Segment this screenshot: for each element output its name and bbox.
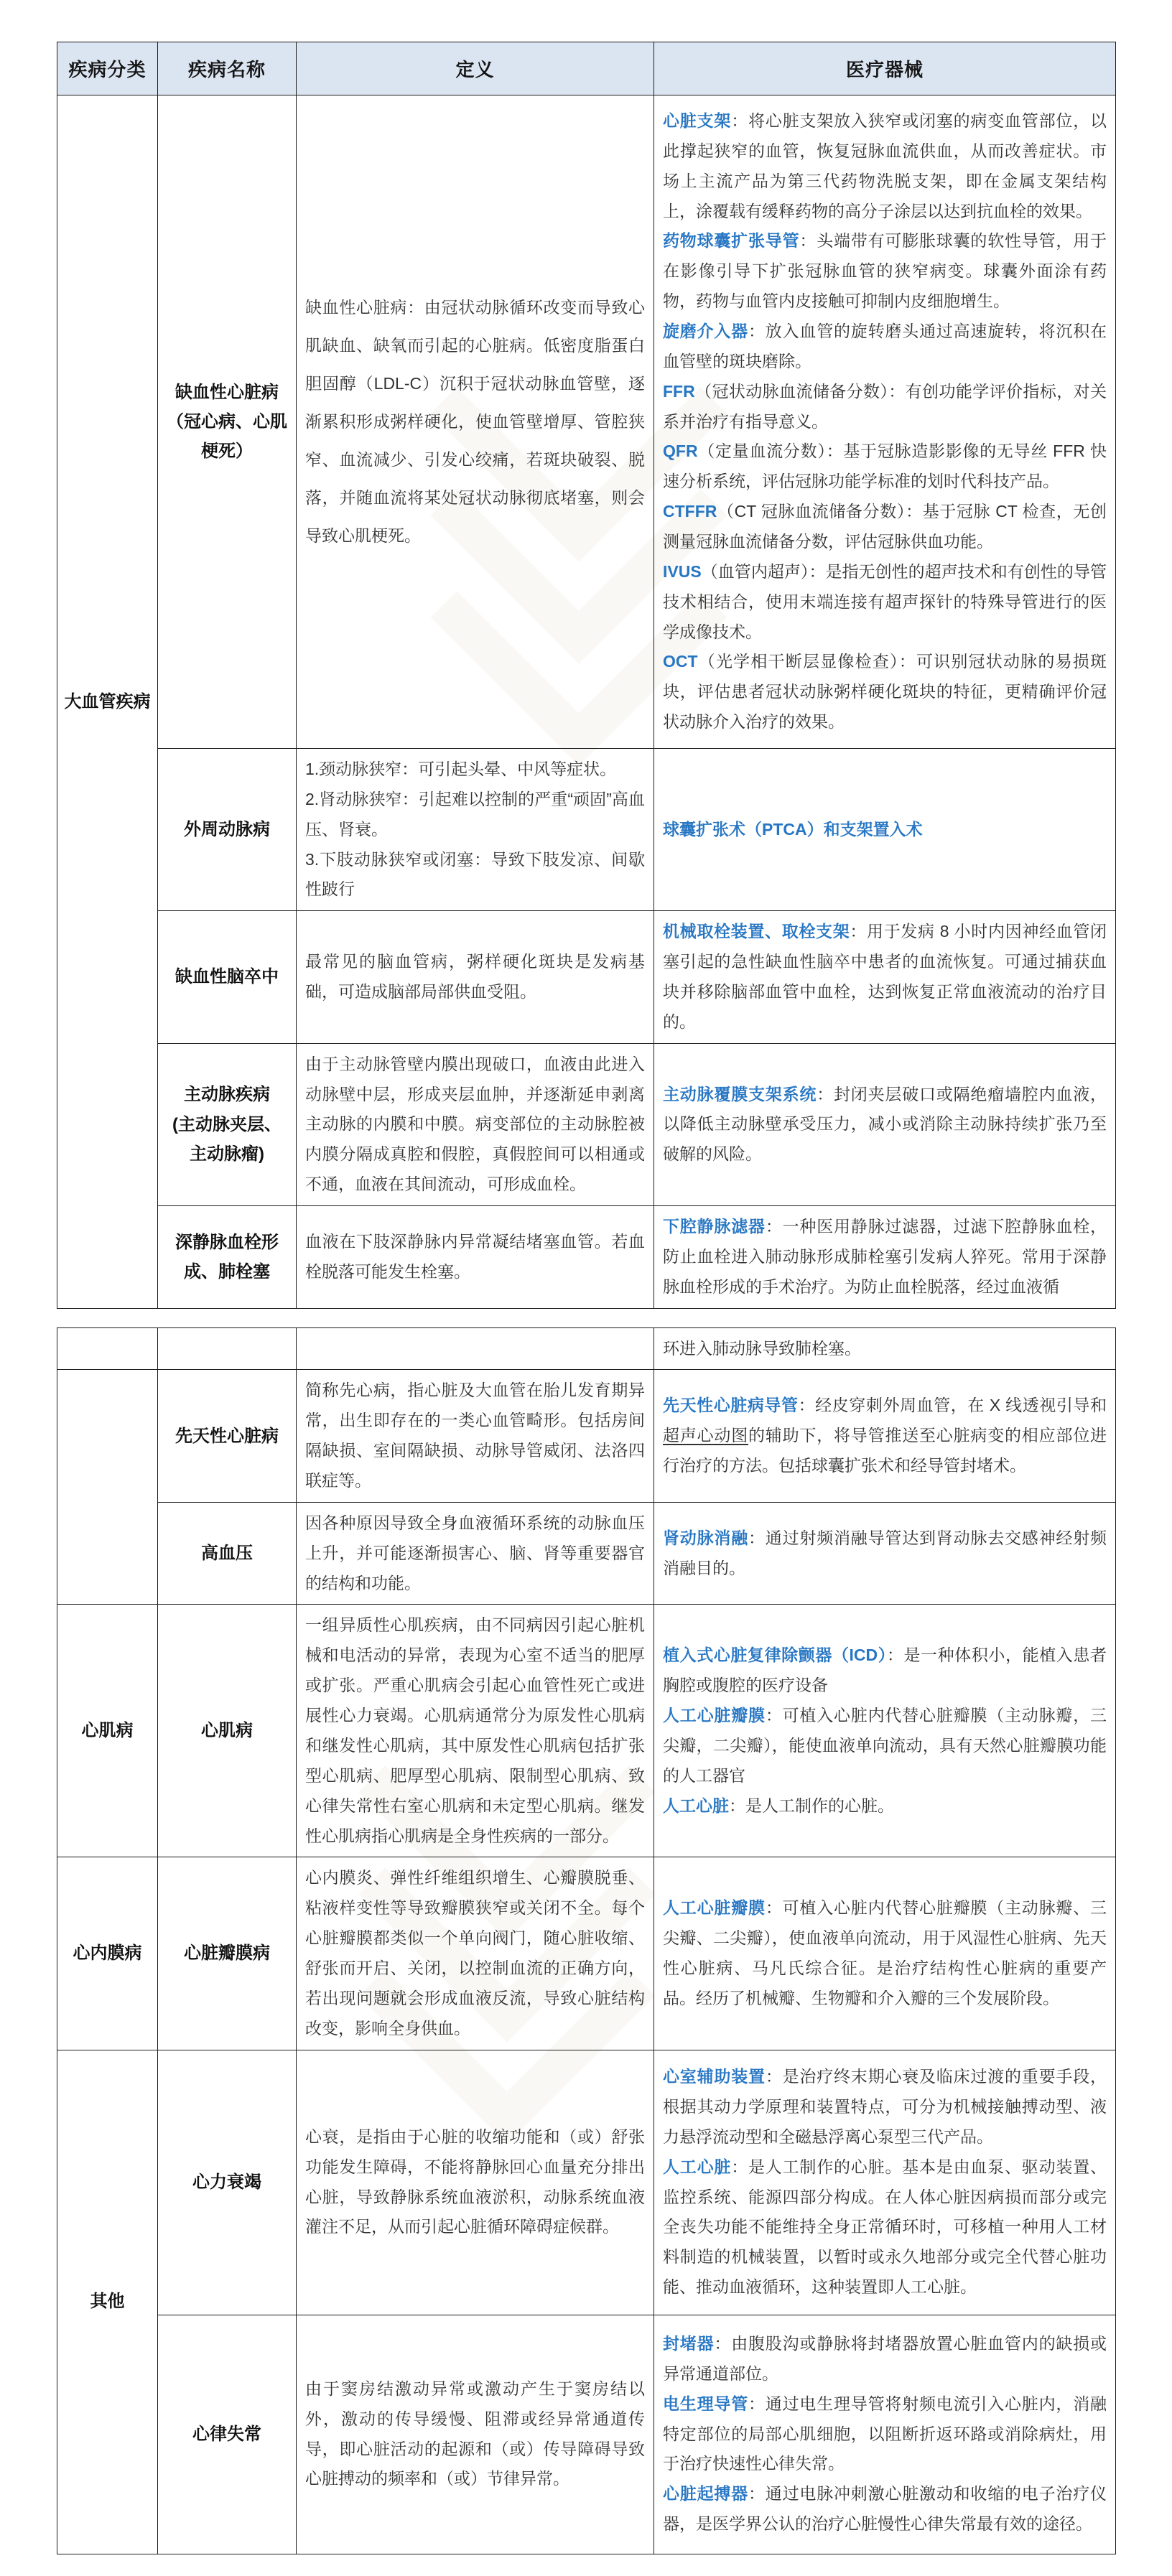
table-row [57,911,1116,1043]
definition-cell [297,1857,654,2050]
device-entry [663,377,1107,437]
device-entry [663,2152,1107,2302]
category-cell [57,95,158,1309]
device-description: ：一种医用静脉过滤器，过滤下腔静脉血栓，防止血栓进入肺动脉形成肺栓塞引发病人猝死。常用于深静脉血栓形成的手术治疗。为防止血栓脱落，经过血液循 [663,1217,1107,1296]
device-description: （定量血流分数）：基于冠脉造影影像的无导丝 FFR 快速分析系统，评估冠脉功能学标准的划时代科技产品。 [663,442,1107,491]
disease-name-line: 深静脉血栓形 [175,1232,279,1252]
devices-cell [654,1327,1116,1370]
device-description: 的辅助下，将导管推送至心脏病变的相应部位进行治疗的方法。包括球囊扩张术和经导管封堵术。 [663,1426,1107,1475]
disease-name-cell [158,2050,297,2315]
device-entry [663,1391,1107,1481]
device-description: ：由腹股沟或静脉将封堵器放置心脏血管内的缺损或异常通道部位。 [663,2334,1107,2383]
device-entry [663,1701,1107,1791]
definition-text: 由于主动脉管壁内膜出现破口，血液由此进入动脉壁中层，形成夹层血肿，并逐渐延申剥离主动脉的内膜和中膜。病变部位的主动脉腔被内膜分隔成真腔和假腔，真假腔间可以相通或不通，血液在其间流动，可形成血栓。 [305,1054,645,1194]
device-entry [663,2479,1107,2539]
definition-text: 一组异质性心肌疾病，由不同病因引起心脏机械和电活动的异常，表现为心室不适当的肥厚或扩张。严重心肌病会引起心血管性死亡或进展性心力衰竭。心肌病通常分为原发性心肌病和继发性心肌病，其中原发性心肌病包括扩张型心肌病、肥厚型心肌病、限制型心肌病、致心律失常性右室心肌病和未定型心肌病。继发性心肌病指心肌病是全身性疾病的一部分。 [305,1615,645,1845]
device-description: （冠状动脉血流储备分数）：有创功能学评价指标，对关系并治疗有指导意义。 [663,381,1107,431]
device-term: 植入式心脏复律除颤器（ICD） [663,1646,887,1665]
disease-name-cell [158,1043,297,1205]
disease-name-line: 缺血性心脏病 [175,382,279,402]
device-term: IVUS [663,561,702,581]
devices-cell [654,95,1116,749]
column-header-disease-category: 疾病分类 [57,42,158,95]
device-entry [663,1080,1107,1170]
device-entry [663,106,1107,226]
device-description: 超声心动图 [663,1426,748,1445]
devices-cell [654,1857,1116,2050]
device-term: 电生理导管 [663,2394,748,2413]
definition-text: 简称先心病，指心脏及大血管在胎儿发育期异常，出生即存在的一类心血管畸形。包括房间隔缺损、室间隔缺损、动脉导管威闭、法洛四联症等。 [305,1381,645,1490]
devices-cell [654,2050,1116,2315]
devices-cell [654,1206,1116,1309]
device-description: ：头端带有可膨胀球囊的软性导管，用于在影像引导下扩张冠脉血管的狭窄病变。球囊外面涂有药物，药物与血管内皮接触可抑制内皮细胞增生。 [663,231,1107,311]
device-term: 人工心脏瓣膜 [663,1898,766,1918]
definition-cell [297,1206,654,1309]
disease-name-cell [158,1327,297,1370]
disease-name-line: (主动脉夹层、 [172,1114,282,1134]
device-entry [663,226,1107,317]
device-description: ：是人工制作的心脏。基本是由血泵、驱动装置、监控系统、能源四部分构成。在人体心脏因病损而部分或完全丧失功能不能维持全身正常循环时，可移植一种用人工材料制造的机械装置，以暂时或永久地部分或完全代替心脏功能、推动血液循环，这种装置即人工心脏。 [663,2157,1107,2297]
category-label: 其他 [90,2292,125,2312]
table-row [57,749,1116,911]
device-entry [663,1641,1107,1701]
device-entry [663,317,1107,377]
table-row [57,1857,1116,2050]
definition-cell [297,2315,654,2554]
definition-text: 缺血性心脏病：由冠状动脉循环改变而导致心肌缺血、缺氧而引起的心脏病。低密度脂蛋白胆固醇（LDL-C）沉积于冠状动脉血管壁，逐渐累积形成粥样硬化，使血管壁增厚、管腔狭窄、血流减少、引发心绞痛，若斑块破裂、脱落，并随血流将某处冠状动脉彻底堵塞，则会导致心肌梗死。 [305,298,645,545]
disease-name-cell [158,1857,297,2050]
devices-cell [654,2315,1116,2554]
table-row [57,1206,1116,1309]
disease-name-label: 心脏瓣膜病 [184,1943,270,1964]
devices-cell [654,1043,1116,1205]
device-entry [663,2329,1107,2389]
disease-name-label: 心力衰竭 [192,2172,261,2192]
definition-text: 3.下肢动脉狭窄或闭塞：导致下肢发凉、间歇性跛行 [305,849,645,899]
disease-name-cell [158,911,297,1043]
disease-name-cell [158,1206,297,1309]
device-term: 下腔静脉滤器 [663,1217,766,1236]
device-description: ：可植入心脏内代替心脏瓣膜（主动脉瓣、三尖瓣、二尖瓣），使血液单向流动，用于风湿性心脏病、先天性心脏病、马凡氏综合征。是治疗结构性心脏病的重要产品。经历了机械瓣、生物瓣和介入瓣的三个发展阶段。 [663,1898,1107,2007]
device-description: ：用于发病 8 小时内因神经血管闭塞引起的急性缺血性脑卒中患者的血流恢复。可通过捕获血块并移除脑部血管中血栓，达到恢复正常血液流动的治疗目的。 [663,922,1107,1031]
devices-cell [654,1605,1116,1857]
device-term: 机械取栓装置、取栓支架 [663,922,850,941]
definition-cell [297,1327,654,1370]
table-gap [57,1309,1115,1327]
disease-name-label: 心律失常 [192,2424,261,2444]
column-header-disease-name: 疾病名称 [158,42,297,95]
category-label: 大血管疾病 [64,691,151,711]
definition-text: 最常见的脑血管病，粥样硬化斑块是发病基础，可造成脑部局部供血受阻。 [305,952,645,1002]
device-term: 心脏起搏器 [663,2484,748,2503]
table-row [57,1502,1116,1605]
device-term: 药物球囊扩张导管 [663,231,800,251]
table-row [57,1043,1116,1205]
device-term: 人工心脏瓣膜 [663,1706,766,1725]
category-label: 心肌病 [81,1721,134,1741]
definition-text: 血液在下肢深静脉内异常凝结堵塞血管。若血栓脱落可能发生栓塞。 [305,1231,645,1281]
device-description: ：经皮穿刺外周血管，在 X 线透视引导和 [798,1396,1107,1415]
table-row [57,1327,1116,1370]
devices-cell [654,911,1116,1043]
column-header-medical-devices: 医疗器械 [654,42,1116,95]
category-cell [57,2050,158,2554]
definition-text: 心内膜炎、弹性纤维组织增生、心瓣膜脱垂、粘液样变性等导致瓣膜狭窄或关闭不全。每个心脏瓣膜都类似一个单向阀门，随心脏收缩、舒张而开启、关闭，以控制血流的正确方向，若出现问题就会形成血液反流，导致心脏结构改变，影响全身供血。 [305,1868,645,2038]
disease-name-line: 主动脉瘤) [190,1144,264,1165]
device-description: ：可植入心脏内代替心脏瓣膜（主动脉瓣，三尖瓣，二尖瓣），能使血液单向流动，具有天然心脏瓣膜功能的人工器官 [663,1706,1107,1785]
disease-device-table-2 [57,1327,1116,2554]
definition-cell [297,1370,654,1502]
column-header-definition: 定义 [297,42,654,95]
device-term: QFR [663,442,698,461]
device-entry [663,1523,1107,1584]
device-entry [663,647,1107,737]
device-term: 心室辅助装置 [663,2067,766,2086]
disease-name-line: 梗死） [201,442,253,462]
table-row [57,2050,1116,2315]
definition-text: 由于窦房结激动异常或激动产生于窦房结以外，激动的传导缓慢、阻滞或经异常通道传导，即心脏活动的起源和（或）传导障碍导致心脏搏动的频率和（或）节律异常。 [305,2379,645,2488]
definition-cell [297,95,654,749]
definition-cell [297,1502,654,1605]
disease-name-label: 高血压 [201,1544,253,1564]
disease-name-label: 缺血性脑卒中 [175,967,279,987]
device-entry [663,1893,1107,2013]
device-entry [663,1212,1107,1302]
disease-name-cell [158,1605,297,1857]
disease-name-label: 外周动脉病 [184,820,270,840]
table-row [57,95,1116,749]
devices-cell [654,1502,1116,1605]
device-description: （光学相干断层显像检查）：可识别冠状动脉的易损斑块，评估患者冠状动脉粥样硬化斑块的特征，更精确评价冠状动脉介入治疗的效果。 [663,652,1107,732]
devices-cell [654,1370,1116,1502]
device-term: OCT [663,652,698,671]
disease-name-cell [158,1370,297,1502]
device-entry [663,2062,1107,2152]
disease-name-cell [158,95,297,749]
device-term: 人工心脏 [663,1796,729,1815]
devices-cell [654,749,1116,911]
device-term: 先天性心脏病导管 [663,1396,799,1415]
device-entry [663,2389,1107,2480]
category-label: 心内膜病 [73,1943,142,1964]
category-cell [57,1857,158,2050]
device-term: 主动脉覆膜支架系统 [663,1084,817,1103]
device-description: ：通过电脉冲刺激心脏激动和收缩的电子治疗仪器，是医学界公认的治疗心脏慢性心律失常最有效的途径。 [663,2484,1107,2534]
device-description: ：是人工制作的心脏。 [729,1796,894,1815]
device-description: ：封闭夹层破口或隔绝瘤墙腔内血液，以降低主动脉壁承受压力，减小或消除主动脉持续扩张乃至破解的风险。 [663,1084,1107,1164]
device-description: ：通过电生理导管将射频电流引入心脏内，消融特定部位的局部心肌细胞，以阻断折返环路或消除病灶，用于治疗快速性心律失常。 [663,2394,1107,2473]
definition-text: 2.肾动脉狭窄：引起难以控制的严重“顽固”高血压、肾衰。 [305,789,645,839]
device-description: ：是治疗终末期心衰及临床过渡的重要手段，根据其动力学原理和装置特点，可分为机械接触搏动型、液力悬浮流动型和全磁悬浮离心泵型三代产品。 [663,2067,1107,2146]
definition-cell [297,749,654,911]
device-term: 封堵器 [663,2334,715,2353]
disease-name-line: （冠心病、心肌 [167,411,287,431]
device-entry [663,917,1107,1037]
device-term: 旋磨介入器 [663,321,748,340]
definition-cell [297,911,654,1043]
device-entry [663,1791,1107,1821]
definition-cell [297,1605,654,1857]
device-entry [663,815,1107,845]
device-term: 肾动脉消融 [663,1528,748,1547]
device-term: 球囊扩张术（PTCA）和支架置入术 [663,819,923,839]
definition-text: 因各种原因导致全身血液循环系统的动脉血压上升，并可能逐渐损害心、脑、肾等重要器官的结构和功能。 [305,1513,645,1592]
disease-name-cell [158,1502,297,1605]
device-description: ：是一种体积小，能植入患者胸腔或腹腔的医疗设备 [663,1646,1107,1695]
device-description: （血管内超声）：是指无创性的超声技术和有创性的导管技术相结合，使用末端连接有超声探针的特殊导管进行的医学成像技术。 [663,561,1107,641]
category-cell [57,1605,158,1857]
device-entry [663,437,1107,497]
header-row [57,42,1116,95]
disease-name-cell [158,749,297,911]
table-row [57,1370,1116,1502]
device-term: FFR [663,381,695,401]
device-description: ：放入血管的旋转磨头通过高速旋转，将沉积在血管壁的斑块磨除。 [663,321,1107,370]
table-row [57,2315,1116,2554]
disease-name-label: 心肌病 [201,1721,253,1741]
definition-text: 1.颈动脉狭窄：可引起头晕、中风等症状。 [305,760,617,778]
disease-name-label: 先天性心脏病 [175,1426,279,1446]
device-entry [663,497,1107,557]
device-description: （CT 冠脉血流储备分数）：基于冠脉 CT 检查，无创测量冠脉血流储备分数，评估冠脉供血功能。 [663,502,1107,551]
disease-device-table-1 [57,42,1116,1309]
devices-continuation-text: 环进入肺动脉导致肺栓塞。 [663,1338,861,1358]
disease-name-cell [158,2315,297,2554]
definition-text: 心衰，是指由于心脏的收缩功能和（或）舒张功能发生障碍，不能将静脉回心血量充分排出心脏，导致静脉系统血液淤积，动脉系统血液灌注不足，从而引起心脏循环障碍症候群。 [305,2127,645,2236]
table-row [57,1605,1116,1857]
device-description: ：通过射频消融导管达到肾动脉去交感神经射频消融目的。 [663,1528,1107,1577]
category-cell [57,1327,158,1370]
device-description: ：将心脏支架放入狭窄或闭塞的病变血管部位，以此撑起狭窄的血管，恢复冠脉血流供血，从而改善症状。市场上主流产品为第三代药物洗脱支架，即在金属支架结构上，涂覆载有缓释药物的高分子涂层以达到抗血栓的效果。 [663,111,1107,220]
disease-name-line: 主动脉疾病 [184,1085,270,1105]
disease-name-line: 成、肺栓塞 [184,1261,270,1282]
device-term: CTFFR [663,502,717,521]
device-term: 人工心脏 [663,2157,732,2176]
definition-cell [297,2050,654,2315]
device-term: 心脏支架 [663,111,732,130]
device-entry [663,557,1107,648]
definition-cell [297,1043,654,1205]
category-cell [57,1370,158,1605]
